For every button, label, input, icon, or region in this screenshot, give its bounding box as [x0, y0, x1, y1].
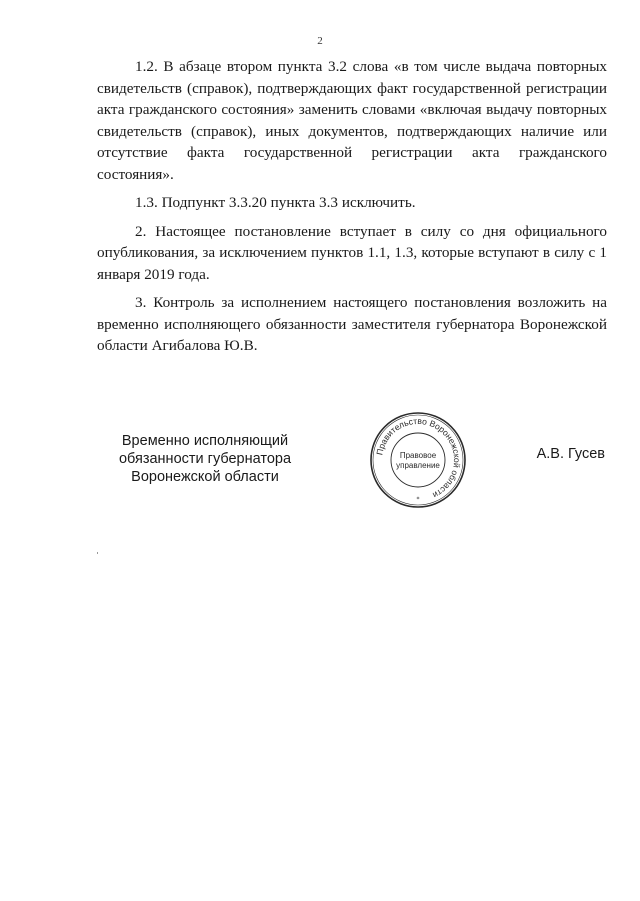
paragraph-3: 3. Контроль за исполнением настоящего постановления возложить на временно исполняющего обязанности заместителя губернатора Воронежской области Агибалова Ю.В.	[97, 294, 607, 354]
signer-name: А.В. Гусев	[536, 446, 605, 462]
document-body	[97, 56, 607, 364]
page-number: 2	[317, 35, 323, 47]
stamp-center-line-2: управление	[396, 461, 440, 470]
stamp-ring-text: Правительство Воронежской области	[374, 415, 463, 501]
signature-block	[0, 410, 640, 510]
signer-title-line-1: Временно исполняющий	[121, 433, 289, 449]
paragraph-1-3: 1.3. Подпункт 3.3.20 пункта 3.3 исключить.	[135, 194, 416, 211]
official-seal-stamp	[368, 410, 468, 510]
signer-title-line-2: обязанности губернатора	[118, 451, 292, 467]
paragraph-1-2: 1.2. В абзаце втором пункта 3.2 слова «в том числе выдача повторных свидетельств (справок), подтверждающих факт государственной регистрации акта гражданского состояния» заменить словами «включая выдачу повторных свидетельств (справок), иных документов, подтверждающих наличие или отсутствие факта государственной регистрации акта гражданского состояния».	[97, 58, 607, 183]
paragraph-2: 2. Настоящее постановление вступает в силу со дня официального опубликования, за исключением пунктов 1.1, 1.3, которые вступают в силу с 1 января 2019 года.	[97, 222, 607, 283]
scan-speck	[97, 552, 98, 554]
signer-title	[110, 432, 300, 486]
stamp-center-line-1: Правовое	[399, 451, 437, 460]
signer-title-line-3: Воронежской области	[131, 469, 279, 485]
svg-text:*: *	[416, 496, 420, 503]
